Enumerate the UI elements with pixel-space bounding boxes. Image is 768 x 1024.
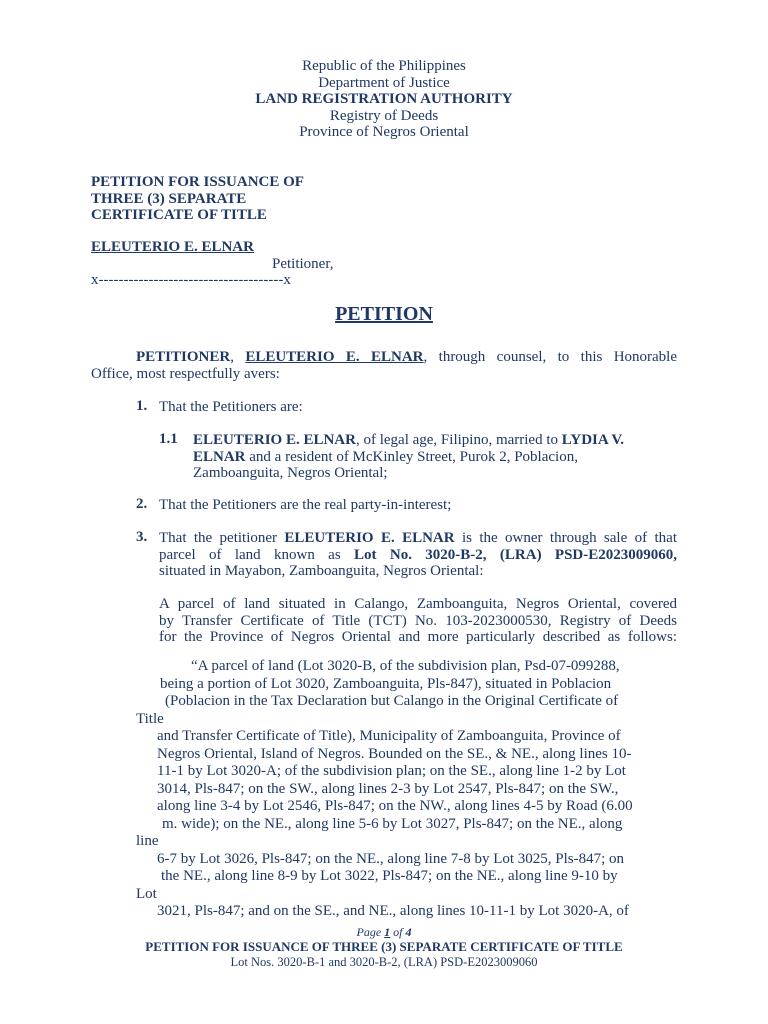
quote-line: being a portion of Lot 3020, Zamboanguita, Pls-847), situated in Poblacion — [160, 675, 612, 692]
description-line-1: A parcel of land situated in Calango, Zamboanguita, Negros Oriental, covered — [159, 596, 677, 612]
quote-line: Title — [136, 710, 164, 727]
item-3-text-2a: parcel of land known as — [159, 546, 355, 563]
item-1-1-text-3: Zamboanguita, Negros Oriental; — [193, 465, 388, 481]
item-1 — [159, 399, 677, 416]
quote-line: 3014, Pls-847; on the SW., along lines 2-3 by Lot 2547, Pls-847; on the SW., — [157, 780, 619, 797]
header-authority: LAND REGISTRATION AUTHORITY — [255, 91, 513, 107]
document-heading: PETITION — [335, 303, 433, 325]
quote-line: Lot — [136, 885, 157, 902]
quote-line: (Poblacion in the Tax Declaration but Calango in the Original Certificate of — [165, 693, 619, 709]
quote-line: 3021, Pls-847; and on the SE., and NE., along lines 10-11-1 by Lot 3020-A, of — [157, 903, 629, 919]
item-3-number: 3. — [136, 529, 148, 545]
title-line-1: PETITION FOR ISSUANCE OF — [91, 174, 304, 190]
item-2 — [159, 497, 677, 514]
petition-title — [91, 174, 304, 224]
item-3-text-1c: is the owner through sale of that — [454, 530, 677, 546]
quote-line: line — [136, 833, 159, 849]
item-1-1-text-1: , of legal age, Filipino, married to — [355, 432, 562, 448]
description-line-3: for the Province of Negros Oriental and more particularly described as follows: — [159, 629, 677, 645]
item-1-text: That the Petitioners are: — [159, 399, 303, 415]
intro-paragraph — [91, 349, 677, 382]
item-3 — [159, 530, 677, 580]
page-word: Page — [356, 925, 385, 939]
quote-line: along line 3-4 by Lot 2546, Pls-847; on the NW., along lines 4-5 by Road (6.00 — [157, 798, 633, 814]
quote-line: m. wide); on the NE., along line 5-6 by Lot 3027, Pls-847; on the NE., along — [162, 815, 623, 832]
quote-line: 11-1 by Lot 3020-A; of the subdivision plan; on the SE., along line 1-2 by Lot — [157, 763, 626, 779]
item-3-lot: Lot No. 3020-B-2, (LRA) PSD-E2023009060, — [354, 546, 677, 563]
letterhead — [0, 58, 768, 141]
total-pages: 4 — [405, 925, 412, 939]
item-2-text: That the Petitioners are the real party-in-interest; — [159, 497, 452, 513]
footer-title: PETITION FOR ISSUANCE OF THREE (3) SEPARATE CERTIFICATE OF TITLE — [145, 939, 623, 954]
item-2-number: 2. — [136, 496, 148, 512]
intro-rest-1: , through counsel, to this Honorable — [423, 349, 678, 365]
footer-lots: Lot Nos. 3020-B-1 and 3020-B-2, (LRA) PSD-E2023009060 — [230, 955, 538, 969]
separator-line: x-------------------------------------x — [91, 272, 291, 288]
parties-block — [91, 239, 333, 289]
intro-lead: PETITIONER — [136, 349, 231, 365]
quote-line: 6-7 by Lot 3026, Pls-847; on the NE., along line 7-8 by Lot 3025, Pls-847; on — [157, 850, 625, 867]
header-republic: Republic of the Philippines — [302, 58, 466, 74]
item-1-number: 1. — [136, 398, 148, 414]
of-word: of — [390, 925, 406, 939]
quote-line: and Transfer Certificate of Title), Municipality of Zamboanguita, Province of — [157, 728, 621, 744]
quote-line: the NE., along line 8-9 by Lot 3022, Pls-847; on the NE., along line 9-10 by — [161, 868, 618, 884]
petitioner-label: Petitioner, — [272, 255, 334, 272]
item-1-1-spouse-first: LYDIA V. — [561, 432, 625, 448]
property-description — [159, 596, 677, 646]
item-3-text-1a: That the petitioner — [159, 530, 285, 546]
item-3-text-3: situated in Mayabon, Zamboanguita, Negros Oriental: — [159, 563, 484, 579]
technical-description — [136, 658, 677, 921]
item-3-name: ELEUTERIO E. ELNAR — [284, 530, 455, 546]
item-1-1-name: ELEUTERIO E. ELNAR — [193, 432, 356, 448]
title-line-2: THREE (3) SEPARATE — [91, 190, 247, 207]
quote-line: “A parcel of land (Lot 3020-B, of the subdivision plan, Psd-07-099288, — [191, 658, 620, 674]
intro-comma: , — [230, 349, 234, 365]
header-registry: Registry of Deeds — [329, 107, 439, 124]
description-line-2: by Transfer Certificate of Title (TCT) No. 103-2023000530, Registry of Deeds — [159, 612, 677, 629]
header-province: Province of Negros Oriental — [299, 124, 469, 140]
title-line-3: CERTIFICATE OF TITLE — [91, 207, 267, 223]
intro-rest-2: Office, most respectfully avers: — [91, 365, 280, 382]
item-1-1-number: 1.1 — [159, 431, 178, 447]
item-1-1-text-2: and a resident of McKinley Street, Purok 2, Poblacion, — [245, 448, 578, 465]
current-page: 1 — [384, 925, 391, 939]
item-1-1-spouse-last: ELNAR — [193, 448, 246, 465]
intro-name: ELEUTERIO E. ELNAR — [245, 349, 424, 365]
quote-line: Negros Oriental, Island of Negros. Bounded on the SE., & NE., along lines 10- — [157, 745, 632, 762]
petitioner-name: ELEUTERIO E. ELNAR — [91, 239, 254, 255]
item-1-1 — [193, 432, 667, 482]
header-department: Department of Justice — [318, 74, 450, 91]
page-number — [0, 925, 768, 939]
